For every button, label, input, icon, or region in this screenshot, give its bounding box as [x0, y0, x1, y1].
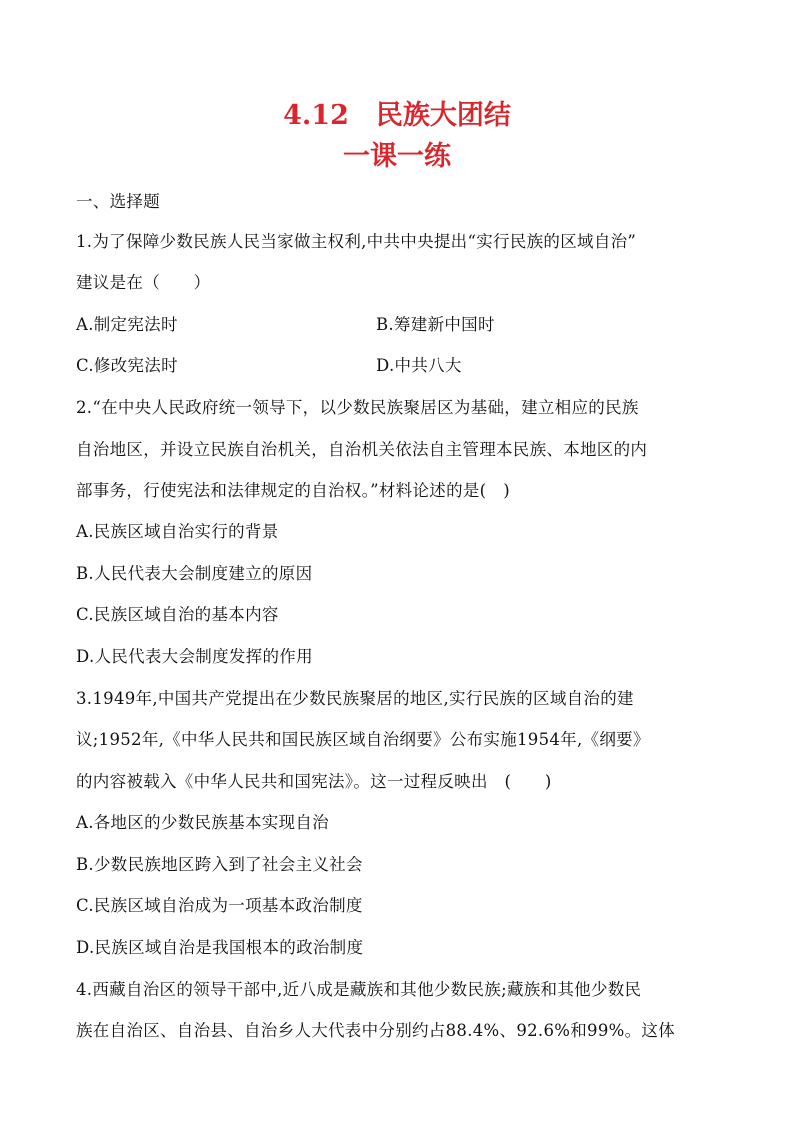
- q2-stem-line-1: 2.“在中央人民政府统一领导下，以少数民族聚居区为基础，建立相应的民族: [76, 398, 639, 417]
- q3-stem-line-2: 议;1952年,《中华人民共和国民族区域自治纲要》公布实施1954年,《纲要》: [76, 730, 650, 749]
- q3-option-b[interactable]: B.少数民族地区跨入到了社会主义社会: [76, 855, 363, 874]
- lesson-subtitle: 一课一练: [343, 141, 451, 172]
- q1-stem-line-1: 1.为了保障少数民族人民当家做主权利,中共中央提出“实行民族的区域自治”: [76, 232, 637, 251]
- q2-option-c[interactable]: C.民族区域自治的基本内容: [76, 605, 279, 624]
- q2-option-b[interactable]: B.人民代表大会制度建立的原因: [76, 564, 313, 583]
- q1-options-row-1: [76, 314, 716, 336]
- q4-stem-line-2: 族在自治区、自治县、自治乡人大代表中分别约占88.4%、92.6%和99%。这体: [76, 1021, 676, 1040]
- q2-stem-line-3: 部事务，行使宪法和法律规定的自治权。”材料论述的是( ): [76, 481, 510, 500]
- q3-option-a[interactable]: A.各地区的少数民族基本实现自治: [76, 813, 329, 832]
- q3-option-c[interactable]: C.民族区域自治成为一项基本政治制度: [76, 896, 363, 915]
- q2-option-a[interactable]: A.民族区域自治实行的背景: [76, 522, 279, 541]
- q4-stem-line-1: 4.西藏自治区的领导干部中,近八成是藏族和其他少数民族;藏族和其他少数民: [76, 980, 642, 999]
- q2-stem-line-2: 自治地区，并设立民族自治机关，自治机关依法自主管理本民族、本地区的内: [76, 440, 648, 459]
- lesson-title: 4.12 民族大团结: [283, 100, 511, 131]
- q1-option-a[interactable]: A.制定宪法时: [76, 315, 178, 334]
- q1-option-d[interactable]: D.中共八大: [376, 356, 462, 375]
- section-heading: 一、选择题: [76, 192, 160, 211]
- q1-options-row-2: [76, 355, 716, 377]
- q1-option-c[interactable]: C.修改宪法时: [76, 356, 178, 375]
- q3-stem-line-1: 3.1949年,中国共产党提出在少数民族聚居的地区,实行民族的区域自治的建: [76, 689, 634, 708]
- q1-option-b[interactable]: B.筹建新中国时: [376, 315, 495, 334]
- q2-option-d[interactable]: D.人民代表大会制度发挥的作用: [76, 647, 313, 666]
- q3-option-d[interactable]: D.民族区域自治是我国根本的政治制度: [76, 938, 364, 957]
- q3-stem-line-3: 的内容被载入《中华人民共和国宪法》。这一过程反映出 ( ): [76, 772, 552, 791]
- q1-stem-line-2: 建议是在（ ）: [76, 273, 211, 292]
